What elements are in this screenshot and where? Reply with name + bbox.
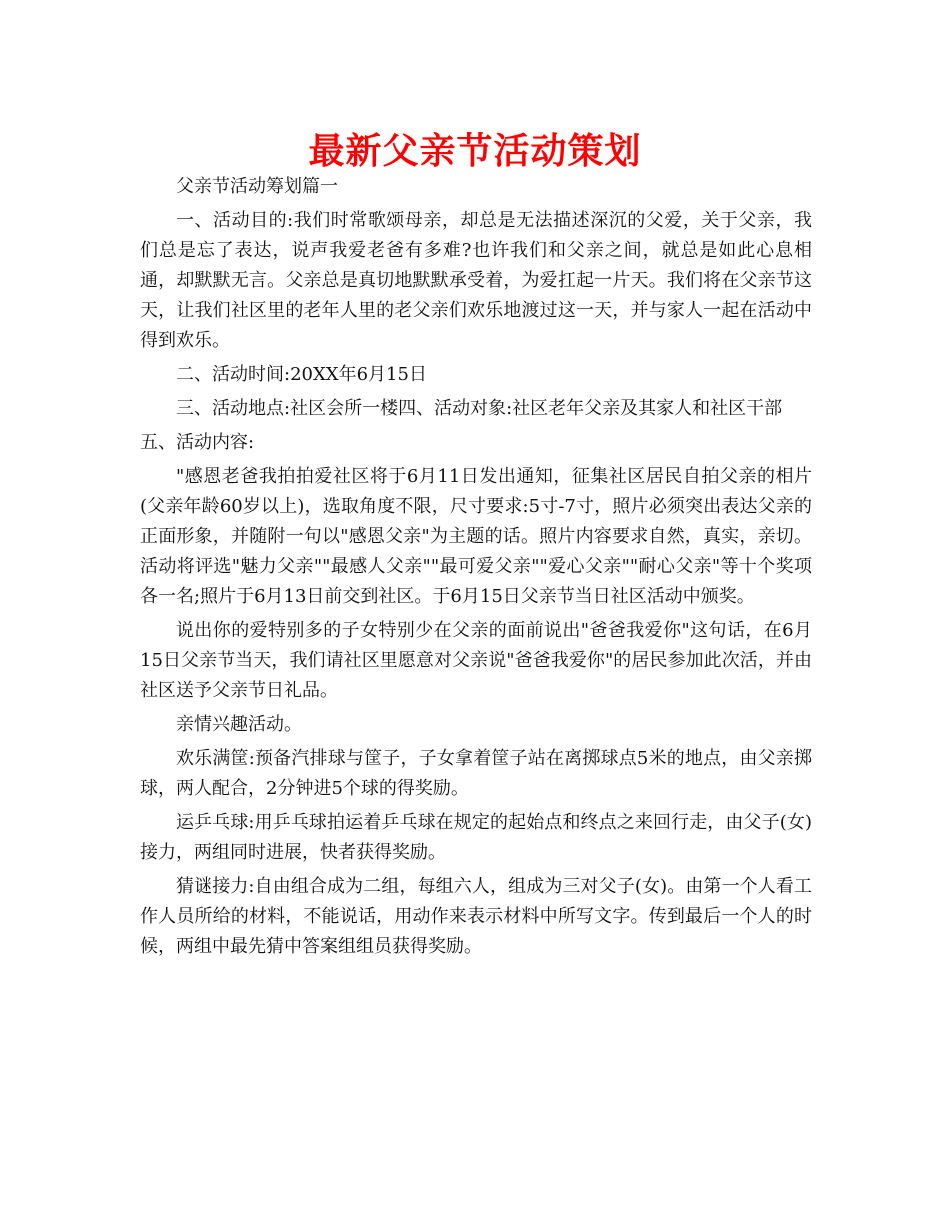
- paragraph-basket-game: 欢乐满筐:预备汽排球与筐子，子女拿着筐子站在离掷球点5米的地点，由父亲掷球，两人配合，2分钟进5个球的得奖励。: [140, 748, 812, 799]
- paragraph-riddle-relay: 猜谜接力:自由组合成为二组，每组六人，组成为三对父子(女)。由第一个人看工作人员所给的材料，不能说话，用动作来表示材料中所写文字。传到最后一个人的时候，两组中最先猜中答案组组员获得奖励。: [140, 876, 812, 957]
- document-title: 最新父亲节活动策划: [308, 131, 642, 172]
- paragraph-activity-time: 二、活动时间:20XX年6月15日: [176, 364, 427, 385]
- paragraph-section-heading: 父亲节活动筹划篇一: [176, 176, 338, 197]
- paragraph-activity-location: 三、活动地点:社区会所一楼四、活动对象:社区老年父亲及其家人和社区干部: [176, 398, 783, 419]
- paragraph-activity-purpose: 一、活动目的:我们时常歌颂母亲，却总是无法描述深沉的父爱，关于父亲，我们总是忘了表达，说声我爱老爸有多难?也许我们和父亲之间，就总是如此心息相通，却默默无言。父亲总是真切地默默承受着，为爱扛起一片天。我们将在父亲节这天，让我们社区里的老年人里的老父亲们欢乐地渡过这一天，并与家人一起在活动中得到欢乐。: [140, 210, 812, 351]
- document-body: [140, 172, 812, 966]
- paragraph-say-love: 说出你的爱特别多的子女特别少在父亲的面前说出"爸爸我爱你"这句话，在6月15日父亲节当天，我们请社区里愿意对父亲说"爸爸我爱你"的居民参加此次活，并由社区送予父亲节日礼品。: [140, 620, 812, 701]
- paragraph-family-activities: 亲情兴趣活动。: [176, 714, 302, 735]
- paragraph-ping-pong-game: 运乒乓球:用乒乓球拍运着乒乓球在规定的起始点和终点之来回行走，由父子(女)接力，两组同时进展，快者获得奖励。: [140, 812, 812, 863]
- paragraph-activity-content-heading: 五、活动内容:: [140, 432, 255, 453]
- paragraph-photo-contest: "感恩老爸我拍拍爱社区将于6月11日发出通知，征集社区居民自拍父亲的相片(父亲年龄60岁以上)，选取角度不限，尺寸要求:5寸-7寸，照片必须突出表达父亲的正面形象，并随附一句以"感恩父亲"为主题的话。照片内容要求自然，真实，亲切。活动将评选"魅力父亲""最感人父亲""最可爱父亲""爱心父亲""耐心父亲"等十个奖项各一名;照片于6月13日前交到社区。于6月15日父亲节当日社区活动中颁奖。: [140, 466, 812, 607]
